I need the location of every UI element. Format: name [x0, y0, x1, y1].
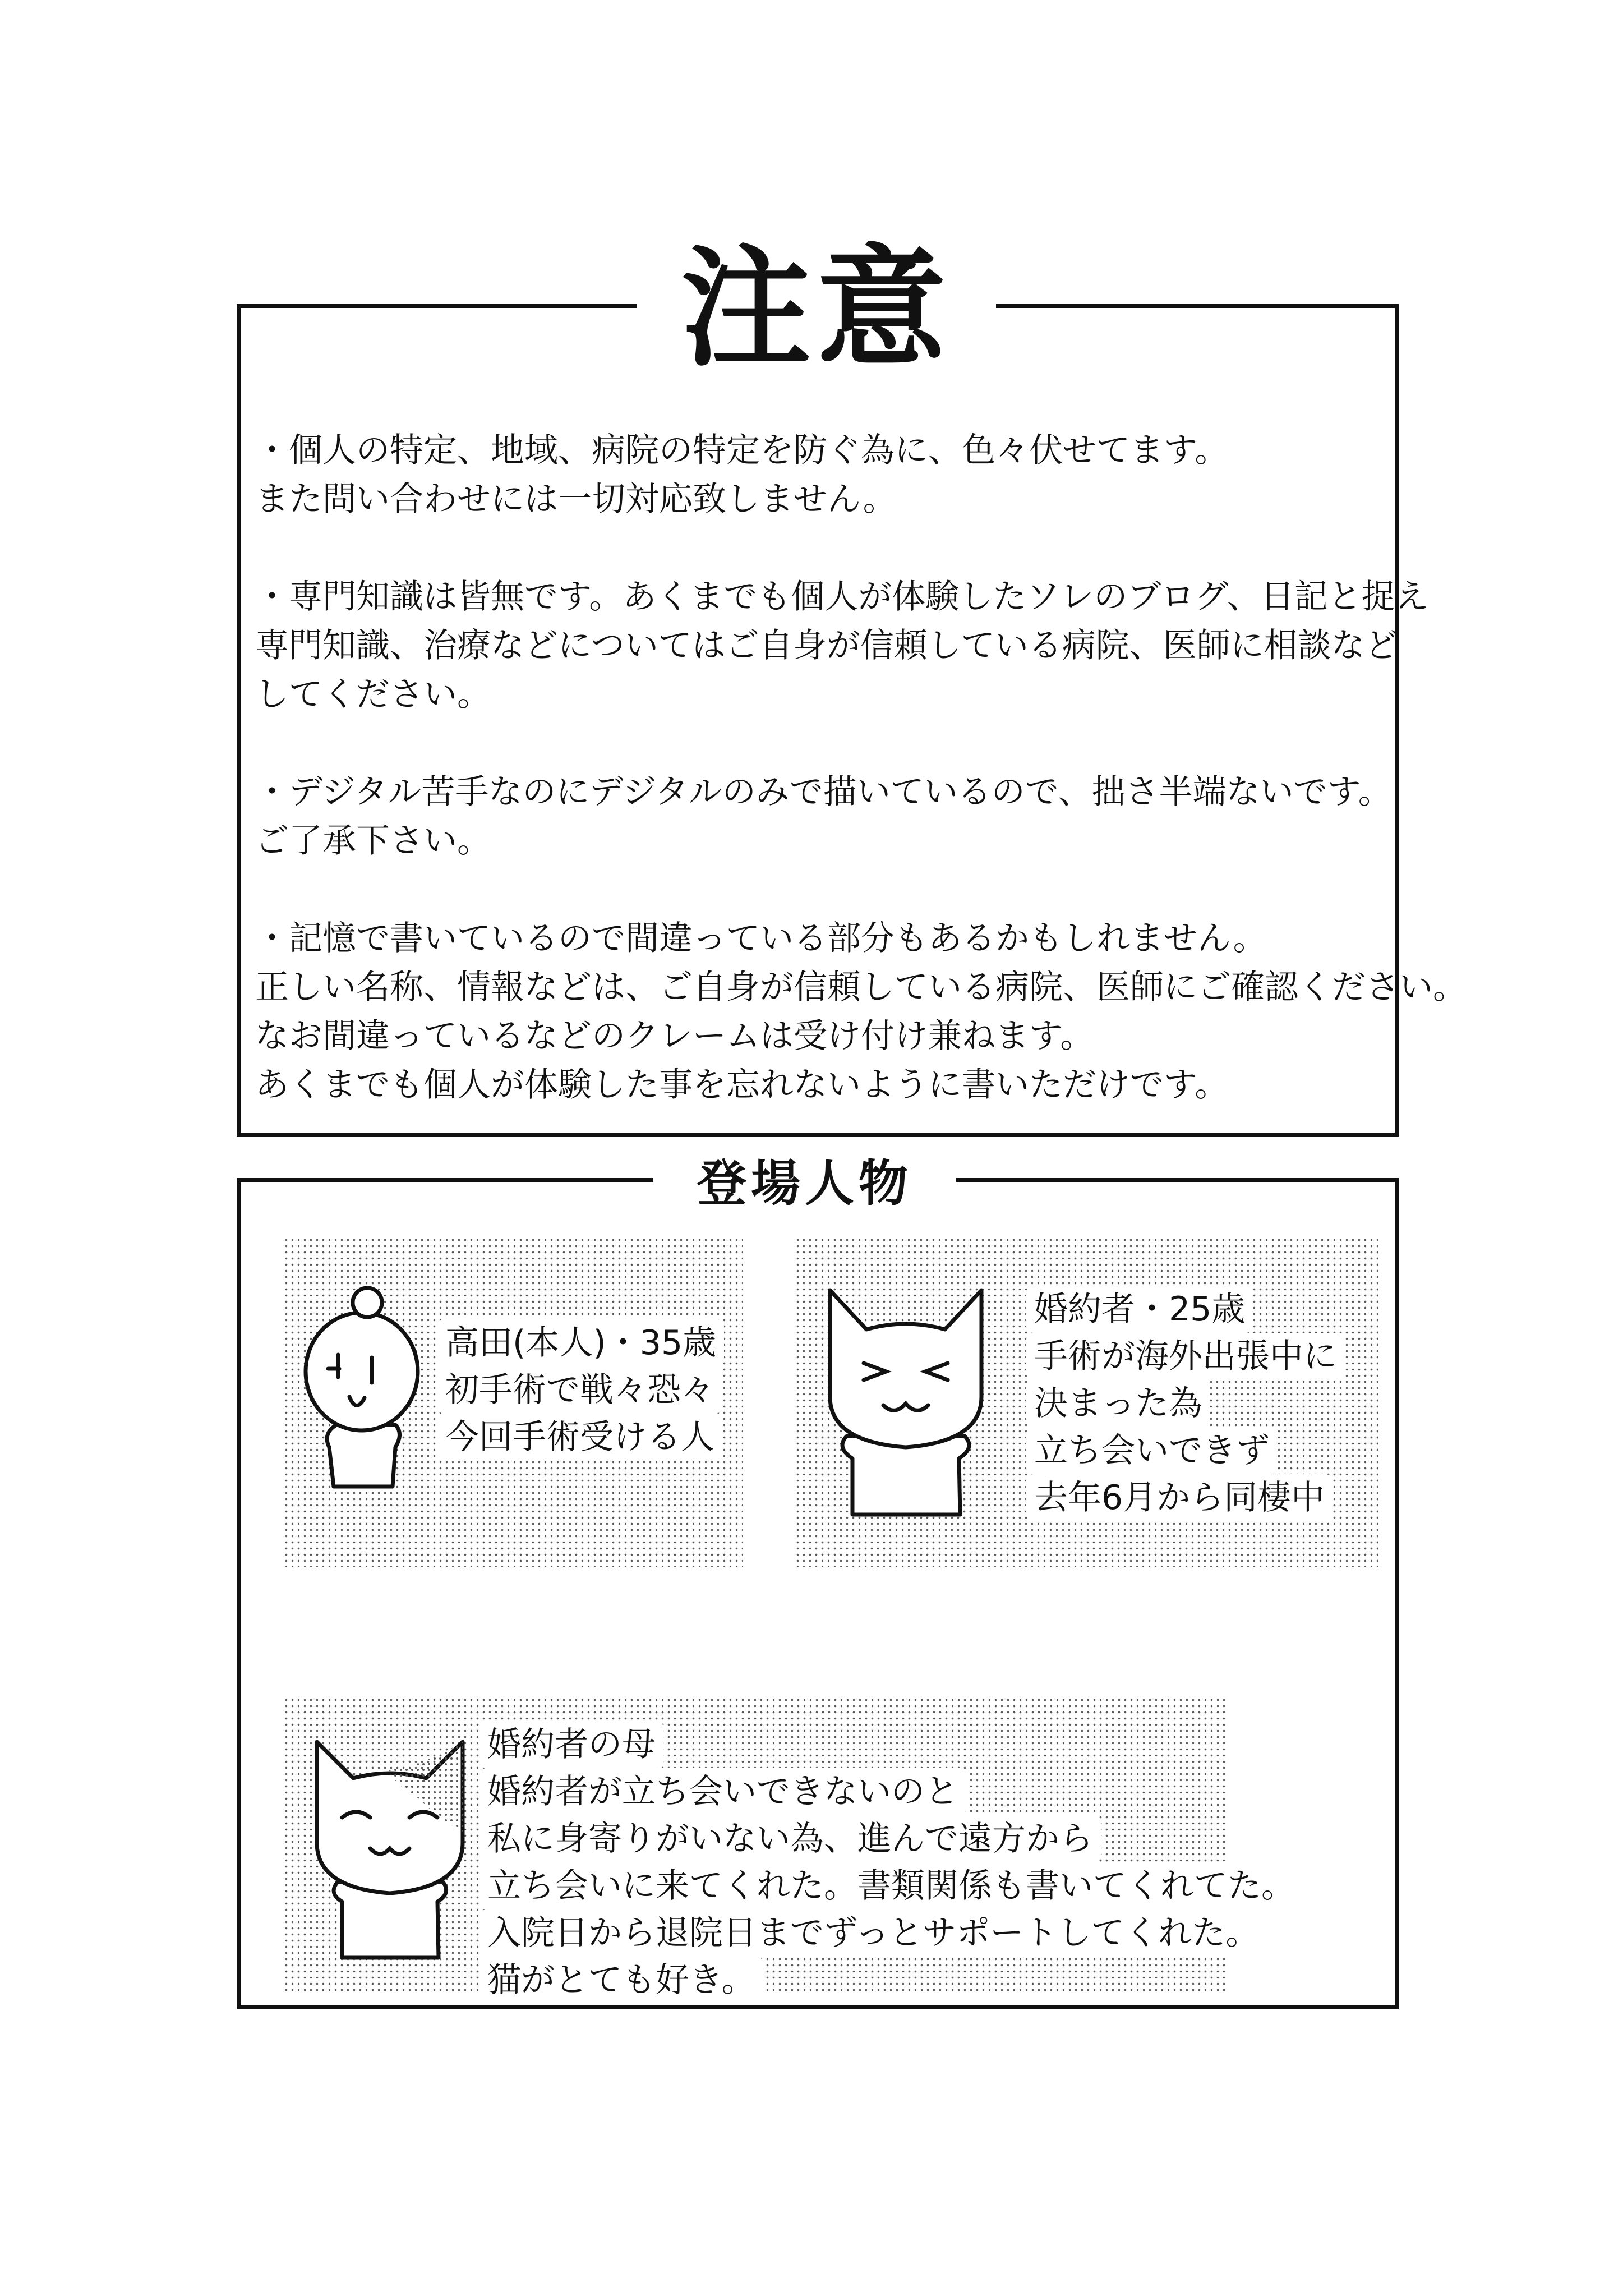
notice-line: してください。 [255, 675, 491, 714]
caption-takada [437, 1319, 724, 1461]
caption-line: 高田(本人)・35歳 [437, 1319, 724, 1366]
caption-line: 初手術で戦々恐々 [437, 1366, 722, 1414]
notice-line: 正しい名称、情報などは、ご自身が信頼している病院、医師にご確認ください。 [255, 968, 1467, 1007]
caption-line: 去年6月から同棲中 [1026, 1474, 1332, 1521]
caption-line: 私に身寄りがいない為、進んで遠方から [479, 1815, 1101, 1862]
caption-fiance [1026, 1286, 1345, 1521]
spotted-cat-icon [303, 1733, 477, 1969]
caption-line: 手術が海外出張中に [1026, 1333, 1345, 1380]
caption-line: 婚約者の母 [479, 1721, 663, 1768]
caption-line: 立ち会いに来てくれた。書類関係も書いてくれてた。 [479, 1862, 1303, 1910]
caption-line: 決まった為 [1026, 1380, 1210, 1427]
notice-title: 注意 [637, 219, 996, 398]
round-head-person-icon [283, 1279, 423, 1520]
notice-line: あくまでも個人が体験した事を忘れないように書いただけです。 [255, 1065, 1229, 1105]
notice-line: なお間違っているなどのクレームは受け付け兼ねます。 [255, 1016, 1094, 1056]
caption-mother [479, 1721, 1303, 2004]
notice-body [255, 426, 1467, 1110]
notice-line: 専門知識、治療などについてはご自身が信頼している病院、医師に相談など [255, 626, 1399, 665]
caption-line: 入院日から退院日までずっとサポートしてくれた。 [479, 1910, 1267, 1957]
notice-line: また問い合わせには一切対応致しません。 [255, 480, 897, 519]
notice-line: ご了承下さい。 [255, 821, 491, 861]
white-cat-icon [813, 1279, 998, 1537]
caption-line: 今回手術受ける人 [437, 1414, 722, 1461]
characters-title: 登場人物 [653, 1153, 956, 1214]
caption-line: 猫がとても好き。 [479, 1957, 763, 2004]
caption-line: 婚約者・25歳 [1026, 1286, 1253, 1333]
caption-line: 婚約者が立ち会いできないのと [479, 1768, 966, 1815]
caption-line: 立ち会いできず [1026, 1427, 1278, 1474]
notice-line: ・デジタル苦手なのにデジタルのみで描いているので、拙さ半端ないです。 [255, 772, 1392, 812]
notice-line: ・個人の特定、地域、病院の特定を防ぐ為に、色々伏せてます。 [255, 431, 1229, 470]
notice-line: ・記憶で書いているので間違っている部分もあるかもしれません。 [255, 919, 1267, 958]
notice-line: ・専門知識は皆無です。あくまでも個人が体験したソレのブログ、日記と捉え [255, 577, 1429, 616]
